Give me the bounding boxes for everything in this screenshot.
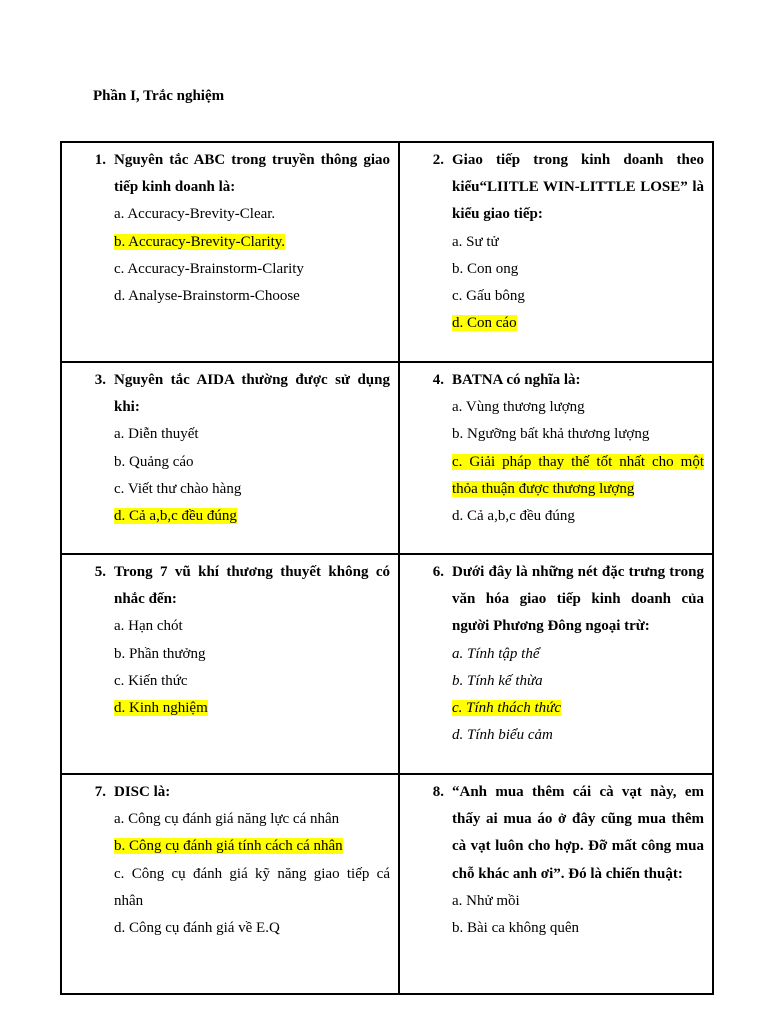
question-number: 7. — [94, 784, 106, 800]
question-cell-7 — [61, 774, 399, 994]
question-number: 1. — [94, 152, 106, 168]
option-4b: b. Ngưỡng bất khả thương lượng — [452, 426, 650, 443]
option-2d-correct: d. Con cáo — [452, 315, 517, 332]
option-7c: c. Công cụ đánh giá kỹ năng giao tiếp cá nhân — [114, 865, 390, 909]
option-1d: d. Analyse-Brainstorm-Choose — [114, 288, 300, 305]
question-6 — [408, 559, 704, 641]
question-cell-6 — [399, 554, 713, 774]
question-number: 6. — [432, 564, 444, 580]
question-text: Trong 7 vũ khí thương thuyết không có nhắc đến: — [114, 564, 390, 608]
question-4 — [408, 367, 704, 394]
question-cell-2 — [399, 142, 713, 362]
question-text: BATNA có nghĩa là: — [452, 372, 581, 388]
question-text: Giao tiếp trong kinh doanh theo kiểu“LIITLE WIN-LITTLE LOSE” là kiểu giao tiếp: — [452, 152, 704, 223]
option-1c: c. Accuracy-Brainstorm-Clarity — [114, 260, 304, 277]
quiz-row — [61, 362, 713, 554]
option-3c: c. Viết thư chào hàng — [114, 480, 242, 497]
option-2b: b. Con ong — [452, 260, 519, 277]
question-cell-3 — [61, 362, 399, 554]
question-cell-8 — [399, 774, 713, 994]
question-1 — [70, 147, 390, 201]
option-2a: a. Sư tử — [452, 233, 499, 250]
option-1a: a. Accuracy-Brevity-Clear. — [114, 206, 276, 223]
question-cell-4 — [399, 362, 713, 554]
option-7d: d. Công cụ đánh giá về E.Q — [114, 920, 280, 937]
question-7 — [70, 779, 390, 806]
question-number: 2. — [432, 152, 444, 168]
option-3d-correct: d. Cả a,b,c đều đúng — [114, 508, 237, 525]
question-cell-1 — [61, 142, 399, 362]
section-title: Phần I, Trắc nghiệm — [93, 88, 225, 104]
option-8b: b. Bài ca không quên — [452, 920, 580, 937]
option-7b-correct: b. Công cụ đánh giá tính cách cá nhân — [114, 838, 343, 855]
quiz-table — [60, 141, 714, 995]
question-text: Nguyên tắc AIDA thường được sử dụng khi: — [114, 372, 390, 416]
option-7a: a. Công cụ đánh giá năng lực cá nhân — [114, 811, 340, 828]
option-4c-correct: c. Giải pháp thay thế tốt nhất cho một thỏa thuận được thương lượng — [452, 453, 704, 497]
option-1b-correct: b. Accuracy-Brevity-Clarity. — [114, 233, 286, 250]
question-number: 4. — [432, 372, 444, 388]
option-2c: c. Gấu bông — [452, 288, 525, 305]
question-8 — [408, 779, 704, 888]
option-6a: a. Tính tập thể — [452, 645, 540, 662]
question-cell-5 — [61, 554, 399, 774]
option-6d: d. Tính biểu cảm — [452, 727, 553, 744]
option-5a: a. Hạn chót — [114, 618, 183, 635]
option-3a: a. Diễn thuyết — [114, 426, 199, 443]
option-6b: b. Tính kế thừa — [452, 672, 543, 689]
option-5c: c. Kiến thức — [114, 672, 188, 689]
quiz-row — [61, 554, 713, 774]
option-5b: b. Phần thưởng — [114, 645, 206, 662]
option-6c-correct: c. Tính thách thức — [452, 700, 561, 717]
question-number: 5. — [94, 564, 106, 580]
question-text: Nguyên tắc ABC trong truyền thông giao tiếp kinh doanh là: — [114, 152, 390, 196]
question-number: 8. — [432, 784, 444, 800]
question-5 — [70, 559, 390, 613]
quiz-row — [61, 774, 713, 994]
option-8a: a. Nhử mồi — [452, 892, 520, 909]
option-5d-correct: d. Kinh nghiệm — [114, 700, 208, 717]
option-4d: d. Cả a,b,c đều đúng — [452, 508, 575, 525]
option-3b: b. Quảng cáo — [114, 453, 194, 470]
option-4a: a. Vùng thương lượng — [452, 399, 585, 416]
question-text: DISC là: — [114, 784, 171, 800]
quiz-row — [61, 142, 713, 362]
question-2 — [408, 147, 704, 229]
question-number: 3. — [94, 372, 106, 388]
question-text: “Anh mua thêm cái cà vạt này, em thấy ai mua áo ở đây cũng mua thêm cà vạt luôn cho hợp. Đỡ mất công mua chỗ khác anh ơi”. Đó là chiến thuật: — [452, 784, 704, 882]
question-text: Dưới đây là những nét đặc trưng trong văn hóa giao tiếp kinh doanh của người Phương Đông ngoại trừ: — [452, 564, 704, 635]
question-3 — [70, 367, 390, 421]
